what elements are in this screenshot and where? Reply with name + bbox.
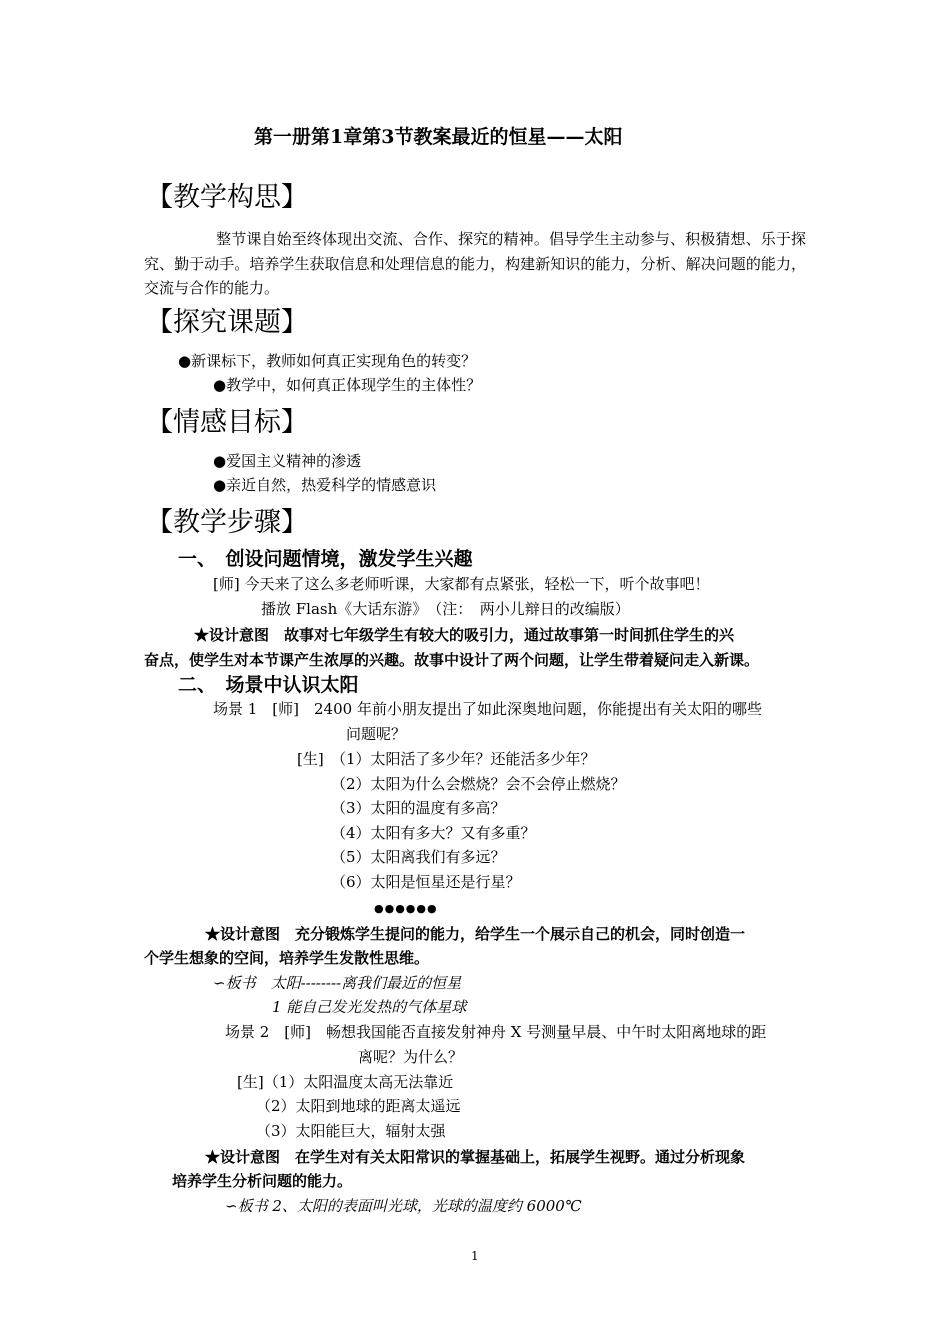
design-intent-2-line-1: ★设计意图 充分锻炼学生提问的能力，给学生一个展示自己的机会，同时创造一 — [205, 925, 746, 943]
section-heading-emotion: 【情感目标】 — [146, 407, 308, 438]
scene1-question-3: （3）太阳的温度有多高？ — [331, 799, 506, 817]
section-heading-steps: 【教学步骤】 — [146, 507, 308, 538]
scene2-answer-1: [生]（1）太阳温度太高无法靠近 — [237, 1073, 454, 1091]
step2-heading: 二、 场景中认识太阳 — [178, 674, 359, 696]
teaching-idea-text: 整节课自始至终体现出交流、合作、探究的精神。倡导学生主动参与、积极猜想、乐于探究、勤于动手。培养学生获取信息和处理信息的能力，构建新知识的能力，分析、解决问题的能力，交流与合作的能力。 — [144, 230, 806, 297]
scene1-question-2: （2）太阳为什么会燃烧？会不会停止燃烧？ — [331, 775, 626, 793]
step1-play-line: 播放 Flash《大话东游》 （注： 两小儿辩日的改编版） — [261, 600, 630, 618]
board-note-1-line-2: 1 能自己发光发热的气体星球 — [272, 998, 467, 1016]
teaching-idea-paragraph — [144, 227, 806, 301]
scene2-line-1: 场景 2 [师] 畅想我国能否直接发射神舟 X 号测量早晨、中午时太阳离地球的距 — [225, 1023, 767, 1041]
scene1-line-2: 问题呢？ — [346, 725, 407, 743]
scene1-line-1: 场景 1 [师] 2400 年前小朋友提出了如此深奥地问题，你能提出有关太阳的哪些 — [213, 700, 762, 718]
design-intent-3-line-1: ★设计意图 在学生对有关太阳常识的掌握基础上，拓展学生视野。通过分析现象 — [205, 1148, 746, 1166]
scene2-answer-2: （2）太阳到地球的距离太遥远 — [256, 1097, 461, 1115]
board-note-2: ∽板书 2、太阳的表面叫光球，光球的温度约 6000℃ — [225, 1197, 582, 1215]
scene1-question-6: （6）太阳是恒星还是行星？ — [331, 873, 521, 891]
emotion-item-2: ●亲近自然，热爱科学的情感意识 — [213, 476, 437, 494]
scene1-question-1: （1）太阳活了多少年？还能活多少年？ — [331, 750, 596, 768]
scene2-answer-3: （3）太阳能巨大，辐射太强 — [256, 1122, 446, 1140]
document-title: 第一册第1章第3节教案最近的恒星——太阳 — [254, 126, 623, 148]
research-item-1: ●新课标下，教师如何真正实现角色的转变？ — [178, 352, 477, 370]
scene1-question-5: （5）太阳离我们有多远？ — [331, 848, 506, 866]
research-item-2: ●教学中，如何真正体现学生的主体性？ — [213, 376, 482, 394]
ellipsis-dots: ●●●●●● — [374, 902, 438, 915]
step1-teacher-line: [师] 今天来了这么多老师听课，大家都有点紧张，轻松一下，听个故事吧！ — [213, 575, 710, 593]
design-intent-3-line-2: 培养学生分析问题的能力。 — [172, 1172, 353, 1190]
board-note-1-line-1: ∽板书 太阳--------离我们最近的恒星 — [213, 974, 462, 992]
section-heading-teaching-idea: 【教学构思】 — [146, 182, 308, 213]
design-intent-1-line-2: 奋点，使学生对本节课产生浓厚的兴趣。故事中设计了两个问题，让学生带着疑问走入新课。 — [144, 651, 760, 669]
design-intent-1-line-1: ★设计意图 故事对七年级学生有较大的吸引力，通过故事第一时间抓住学生的兴 — [194, 626, 735, 644]
section-heading-research: 【探究课题】 — [146, 307, 308, 338]
page-number: 1 — [471, 1249, 479, 1263]
scene2-line-2: 离呢？为什么？ — [358, 1048, 464, 1066]
scene1-student-label: [生] — [297, 750, 324, 768]
scene1-question-4: （4）太阳有多大？又有多重？ — [331, 824, 536, 842]
design-intent-2-line-2: 个学生想象的空间，培养学生发散性思维。 — [144, 949, 430, 967]
emotion-item-1: ●爱国主义精神的渗透 — [213, 452, 362, 470]
step1-heading: 一、 创设问题情境，激发学生兴趣 — [178, 548, 473, 570]
